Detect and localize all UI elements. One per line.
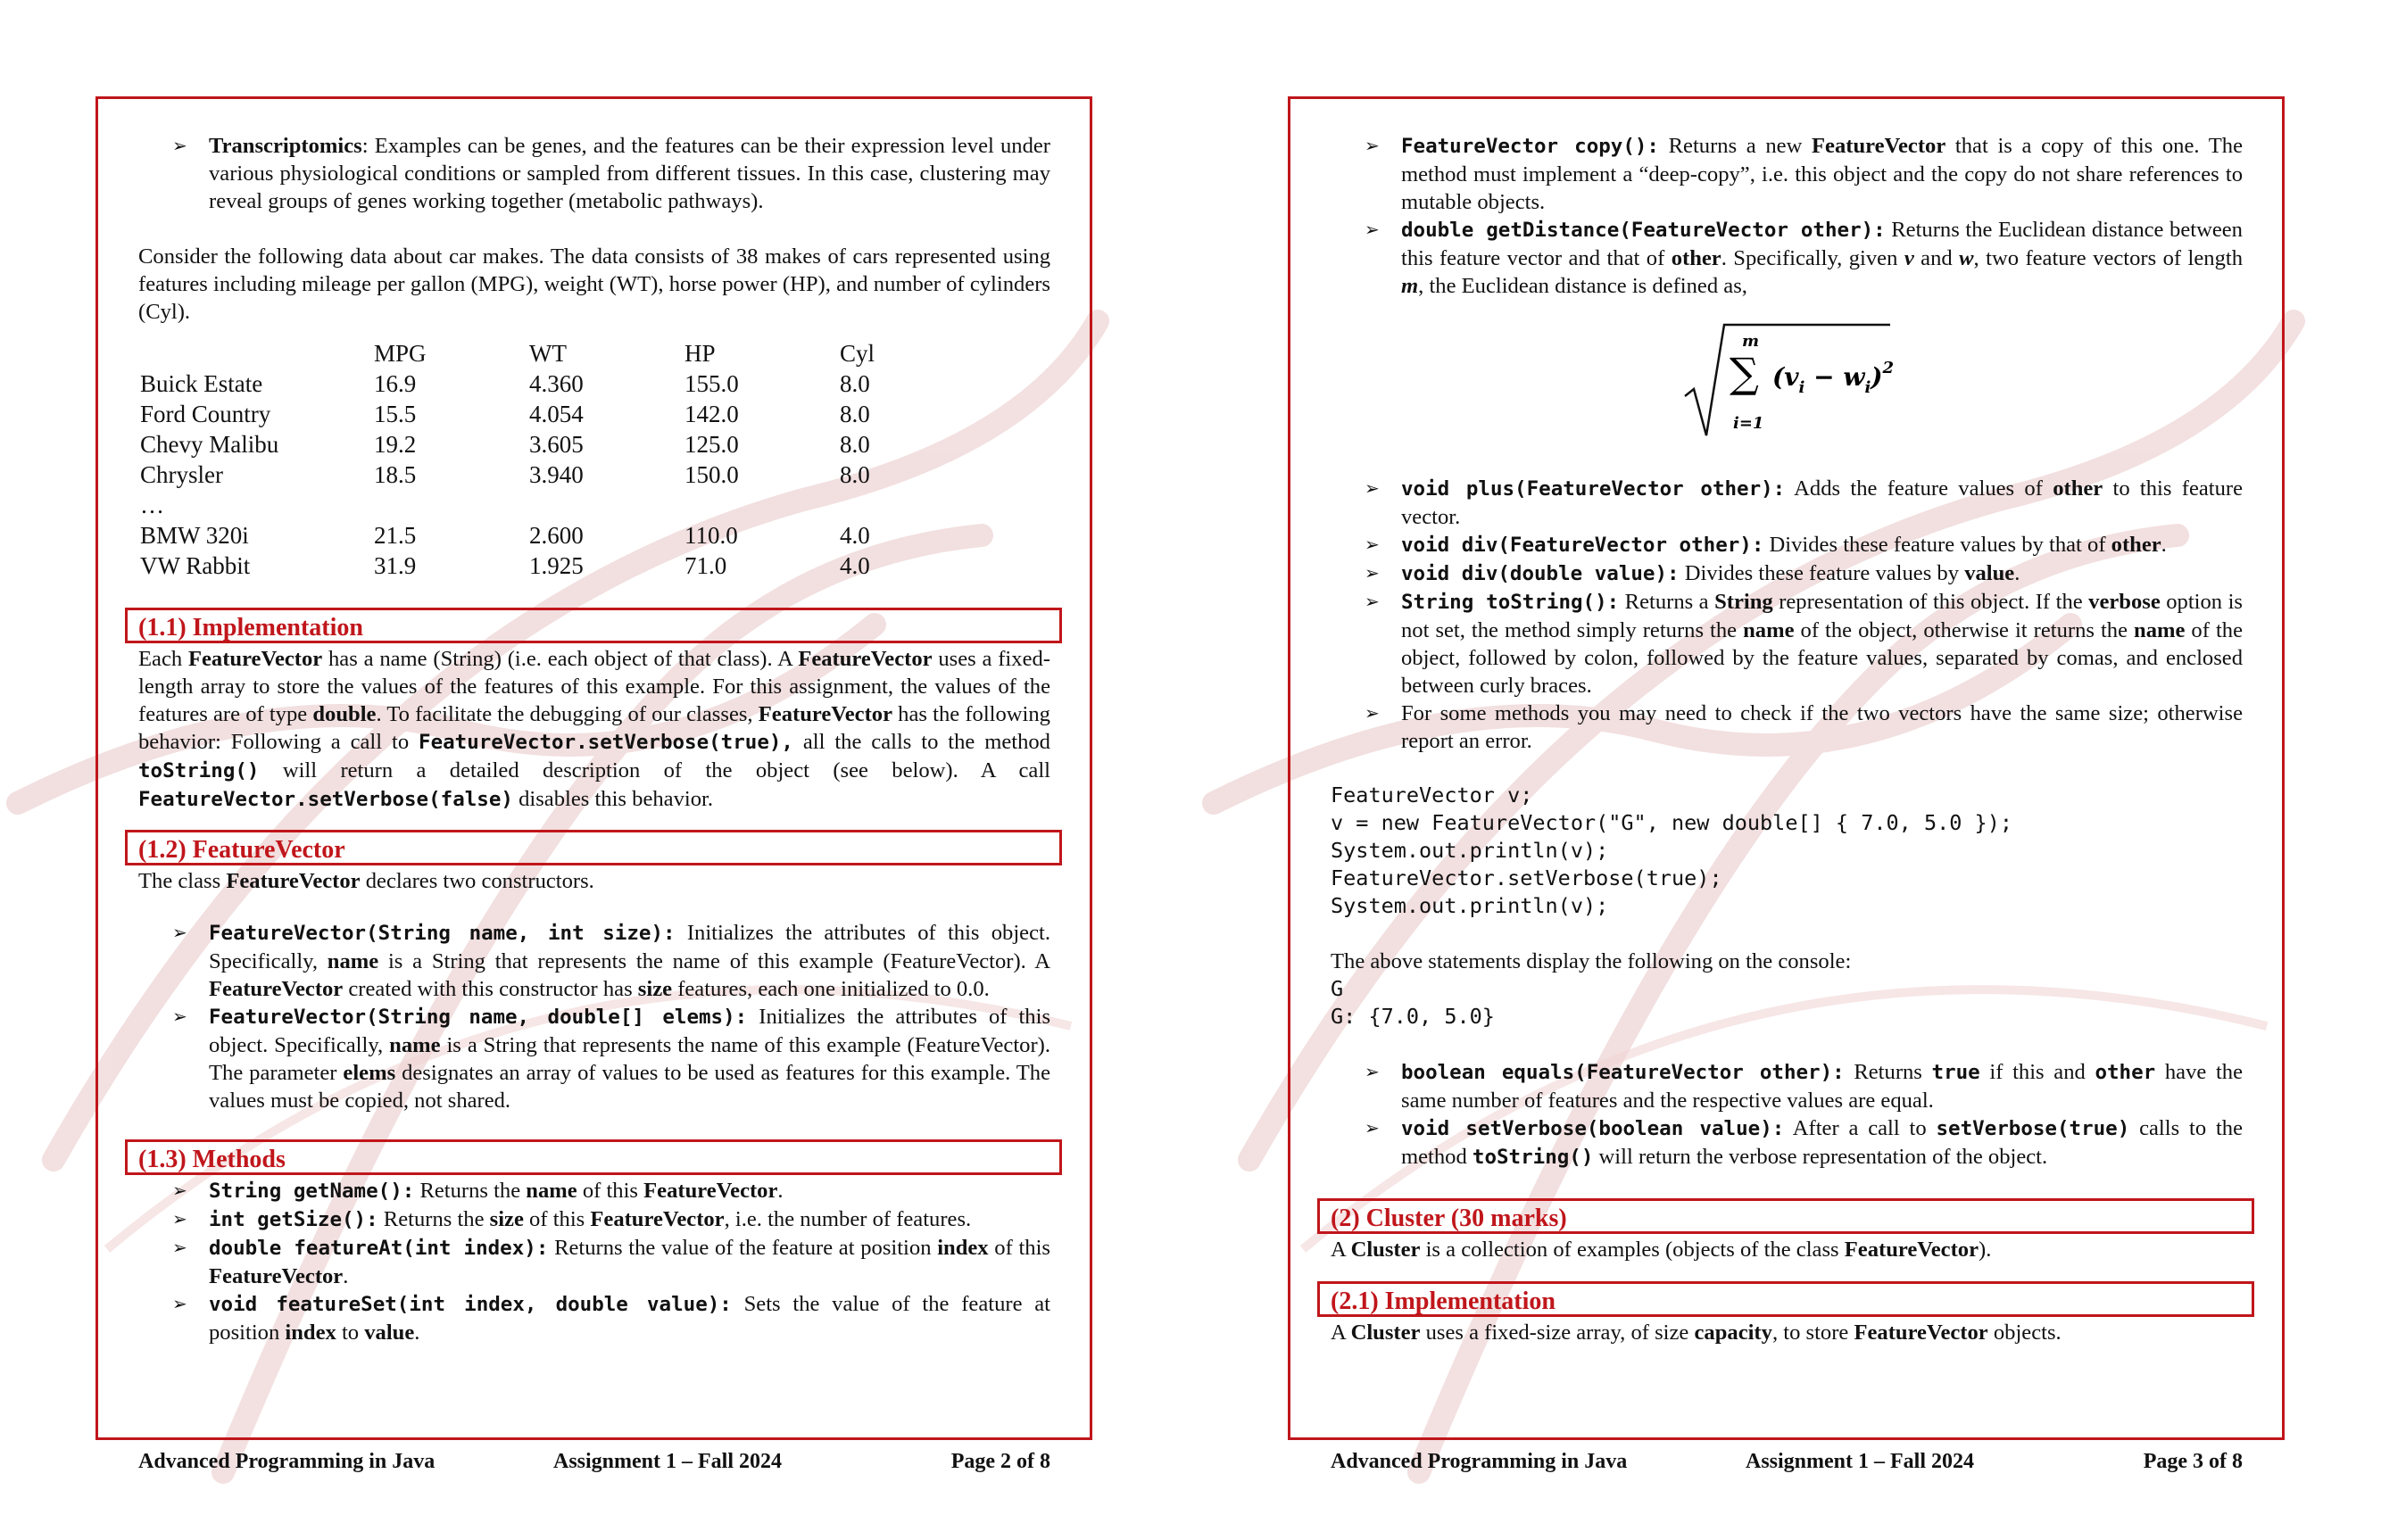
list-item: ➢ int getSize(): Returns the size of this FeatureVector, i.e. the number of features. (172, 1207, 972, 1231)
table-header-cell: HP (684, 340, 716, 367)
table-cell: 4.0 (840, 552, 870, 579)
table-cell: 19.2 (374, 431, 417, 458)
table-cell: 8.0 (840, 461, 870, 488)
table-cell: 4.0 (840, 522, 870, 549)
featurevector-intro: The class FeatureVector declares two constructors. (138, 869, 594, 893)
code-line: FeatureVector v; (1331, 782, 1533, 807)
section-heading-2: (2) Cluster (30 marks) (1317, 1198, 2254, 1234)
arrow-bullet-icon: ➢ (1365, 1117, 1380, 1138)
table-row (140, 460, 995, 490)
table-cell: 1.925 (529, 552, 584, 579)
arrow-bullet-icon: ➢ (1365, 135, 1380, 156)
table-row (140, 429, 995, 460)
arrow-bullet-icon: ➢ (172, 1237, 187, 1258)
code-line: FeatureVector.setVerbose(true); (1331, 865, 1722, 890)
table-cell: 31.9 (374, 552, 417, 579)
list-item: ➢ boolean equals(FeatureVector other): Returns true if this and other have the same number of features and the respective values are equal. (1365, 1060, 2243, 1113)
table-cell: 21.5 (374, 522, 417, 549)
table-cell: … (140, 492, 164, 518)
table-cell: 3.940 (529, 461, 584, 488)
list-item: ➢ void featureSet(int index, double value): Sets the value of the feature at position index to value. (172, 1292, 1050, 1345)
table-row (140, 490, 995, 520)
methods-list-continued (1331, 132, 2243, 300)
table-header-cell: WT (529, 340, 567, 367)
euclidean-distance-formula (1331, 318, 2243, 450)
table-cell: Chevy Malibu (140, 431, 279, 458)
formula-body: $(v_i - w_i)^2$ (1772, 359, 1894, 397)
page-2-content (138, 132, 1050, 1346)
page-2 (0, 0, 1190, 1540)
constructor-list (138, 919, 1050, 1114)
table-cell: 125.0 (684, 431, 739, 458)
list-item (138, 132, 1050, 215)
table-cell: Buick Estate (140, 370, 263, 397)
table-cell: 110.0 (684, 522, 738, 549)
arrow-bullet-icon: ➢ (172, 1293, 187, 1314)
code-line: v = new FeatureVector("G", new double[] { 7.0, 5.0 }); (1331, 810, 2013, 835)
table-cell: VW Rabbit (140, 552, 251, 579)
cluster-implementation: A Cluster uses a fixed-size array, of size capacity, to store FeatureVector objects. (1331, 1321, 2062, 1345)
console-intro: The above statements display the following on the console: (1331, 949, 1852, 973)
arrow-bullet-icon: ➢ (1365, 702, 1380, 724)
arrow-bullet-icon: ➢ (1365, 591, 1380, 612)
formula-graphic (1680, 318, 1894, 443)
footer-page-number: Page 3 of 8 (2143, 1450, 2243, 1473)
page-3 (1190, 0, 2381, 1540)
table-cell: Chrysler (140, 461, 223, 488)
code-line: System.out.println(v); (1331, 838, 1609, 863)
arrow-bullet-icon: ➢ (1365, 477, 1380, 499)
list-item: ➢ For some methods you may need to check if the two vectors have the same size; otherwise report an error. (1365, 701, 2243, 753)
methods-list (138, 1177, 1050, 1346)
list-item: ➢ String toString(): Returns a String representation of this object. If the verbose option is not set, the method simply returns the name of the object, otherwise it returns the name of the object, followed by colon, followed by the feature values, separated by comas, and enclosed between curly braces. (1365, 590, 2243, 698)
table-cell (374, 490, 529, 520)
table-cell (684, 490, 840, 520)
table-header-cell: Cyl (840, 340, 875, 367)
table-cell (840, 490, 995, 520)
table-header-cell: MPG (374, 340, 427, 367)
table-header-cell (140, 338, 374, 368)
arrow-bullet-icon: ➢ (1365, 562, 1380, 584)
table-cell: 4.054 (529, 401, 584, 427)
code-example (1331, 782, 2243, 920)
sigma-symbol: ∑ (1730, 349, 1759, 397)
list-item: ➢ String getName(): Returns the name of this FeatureVector. (172, 1179, 784, 1203)
page-3-content (1331, 132, 2243, 1346)
arrow-bullet-icon: ➢ (172, 135, 187, 156)
list-item: ➢ FeatureVector(String name, int size): Initializes the attributes of this object. Specifically, name is a String that represents the name of this example (FeatureVector). A FeatureVector created with this constructor has size features, each one initialized to 0.0. (172, 921, 1051, 1001)
cluster-intro: A Cluster is a collection of examples (objects of the class FeatureVector). (1331, 1238, 1992, 1262)
table-cell: 155.0 (684, 370, 739, 397)
transcriptomics-list (138, 132, 1050, 215)
table-cell: BMW 320i (140, 522, 249, 549)
table-cell: 18.5 (374, 461, 417, 488)
footer-course: Advanced Programming in Java (1331, 1450, 1628, 1473)
arrow-bullet-icon: ➢ (172, 1208, 187, 1230)
table-cell: 15.5 (374, 401, 417, 427)
footer-course: Advanced Programming in Java (138, 1450, 436, 1473)
implementation-paragraph: Each FeatureVector has a name (String) (i.e. each object of that class). A FeatureVector uses a fixed-length array to store the values of the features of this example. For this assignment, the values of the features are of type double. To facilitate the debugging of our classes, FeatureVector has the following behavior: Following a call to FeatureVector.setVerbose(true), all the calls to the method toString() will return a detailed description of the object (see below). A call FeatureVector.setVerbose(false) disables this behavior. (138, 647, 1050, 811)
section-heading-1-3: (1.3) Methods (125, 1139, 1062, 1175)
section-heading-2-1: (2.1) Implementation (1317, 1281, 2254, 1317)
list-item: ➢ double getDistance(FeatureVector other): Returns the Euclidean distance between this feature vector and that of other. Specifically, given v and w, two feature vectors of length m, the Euclidean distance is defined as, (1365, 218, 2243, 298)
footer-page-number: Page 2 of 8 (950, 1450, 1050, 1473)
car-data-table (140, 338, 995, 581)
arrow-bullet-icon: ➢ (172, 922, 187, 943)
table-cell: 4.360 (529, 370, 584, 397)
list-item: ➢ double featureAt(int index): Returns the value of the feature at position index of this FeatureVector. (172, 1236, 1050, 1288)
table-cell: Ford Country (140, 401, 271, 427)
table-cell: 8.0 (840, 370, 870, 397)
table-cell (529, 490, 684, 520)
console-output (1331, 975, 2243, 1031)
console-line: G (1331, 976, 1344, 1001)
table-row (140, 368, 995, 399)
sum-upper-limit: m (1742, 332, 1760, 351)
list-item: ➢ void div(double value): Divides these feature values by value. (1365, 561, 2020, 585)
table-header-row (140, 338, 995, 368)
table-cell: 2.600 (529, 522, 584, 549)
list-item: ➢ void div(FeatureVector other): Divides these feature values by that of other. (1365, 533, 2167, 557)
car-data-intro: Consider the following data about car makes. The data consists of 38 makes of cars represented using features including mileage per gallon (MPG), weight (WT), horse power (HP), and number of cylinders (Cyl). (138, 244, 1050, 324)
table-cell: 150.0 (684, 461, 739, 488)
table-cell: 8.0 (840, 401, 870, 427)
methods-list-final (1331, 1058, 2243, 1172)
section-heading-1-1: (1.1) Implementation (125, 608, 1062, 643)
footer-assignment: Assignment 1 – Fall 2024 (1746, 1450, 1975, 1473)
arrow-bullet-icon: ➢ (1365, 219, 1380, 240)
table-row (140, 399, 995, 429)
transcriptomics-text: : Examples can be genes, and the features can be their expression level under various physiological conditions or sampled from different tissues. In this case, clustering may reveal groups of genes working together (metabolic pathways). (209, 134, 1050, 213)
table-cell: 3.605 (529, 431, 584, 458)
arrow-bullet-icon: ➢ (172, 1180, 187, 1201)
table-cell: 16.9 (374, 370, 417, 397)
arrow-bullet-icon: ➢ (1365, 1061, 1380, 1082)
arrow-bullet-icon: ➢ (1365, 534, 1380, 555)
methods-list-more (1331, 475, 2243, 755)
table-cell: 71.0 (684, 552, 727, 579)
code-line: System.out.println(v); (1331, 893, 1609, 918)
list-item: ➢ void plus(FeatureVector other): Adds the feature values of other to this feature vector. (1365, 476, 2244, 529)
term-transcriptomics: Transcriptomics (209, 134, 362, 158)
sum-lower-limit: i=1 (1733, 414, 1764, 433)
section-heading-1-2: (1.2) FeatureVector (125, 830, 1062, 865)
table-cell: 8.0 (840, 431, 870, 458)
console-line: G: {7.0, 5.0} (1331, 1004, 1495, 1029)
table-cell: 142.0 (684, 401, 739, 427)
table-row (140, 551, 995, 581)
table-row (140, 520, 995, 551)
list-item: ➢ void setVerbose(boolean value): After a call to setVerbose(true) calls to the method toString() will return the verbose representation of the object. (1365, 1116, 2243, 1169)
footer-assignment: Assignment 1 – Fall 2024 (553, 1450, 783, 1473)
list-item: ➢ FeatureVector copy(): Returns a new FeatureVector that is a copy of this one. The method must implement a “deep-copy”, i.e. this object and the copy do not share references to mutable objects. (1365, 134, 2243, 214)
arrow-bullet-icon: ➢ (172, 1006, 187, 1027)
list-item: ➢ FeatureVector(String name, double[] elems): Initializes the attributes of this object. Specifically, name is a String that represents the name of this example (FeatureVector). The parameter elems designates an array of values to be used as features for this example. The values must be copied, not shared. (172, 1005, 1051, 1113)
